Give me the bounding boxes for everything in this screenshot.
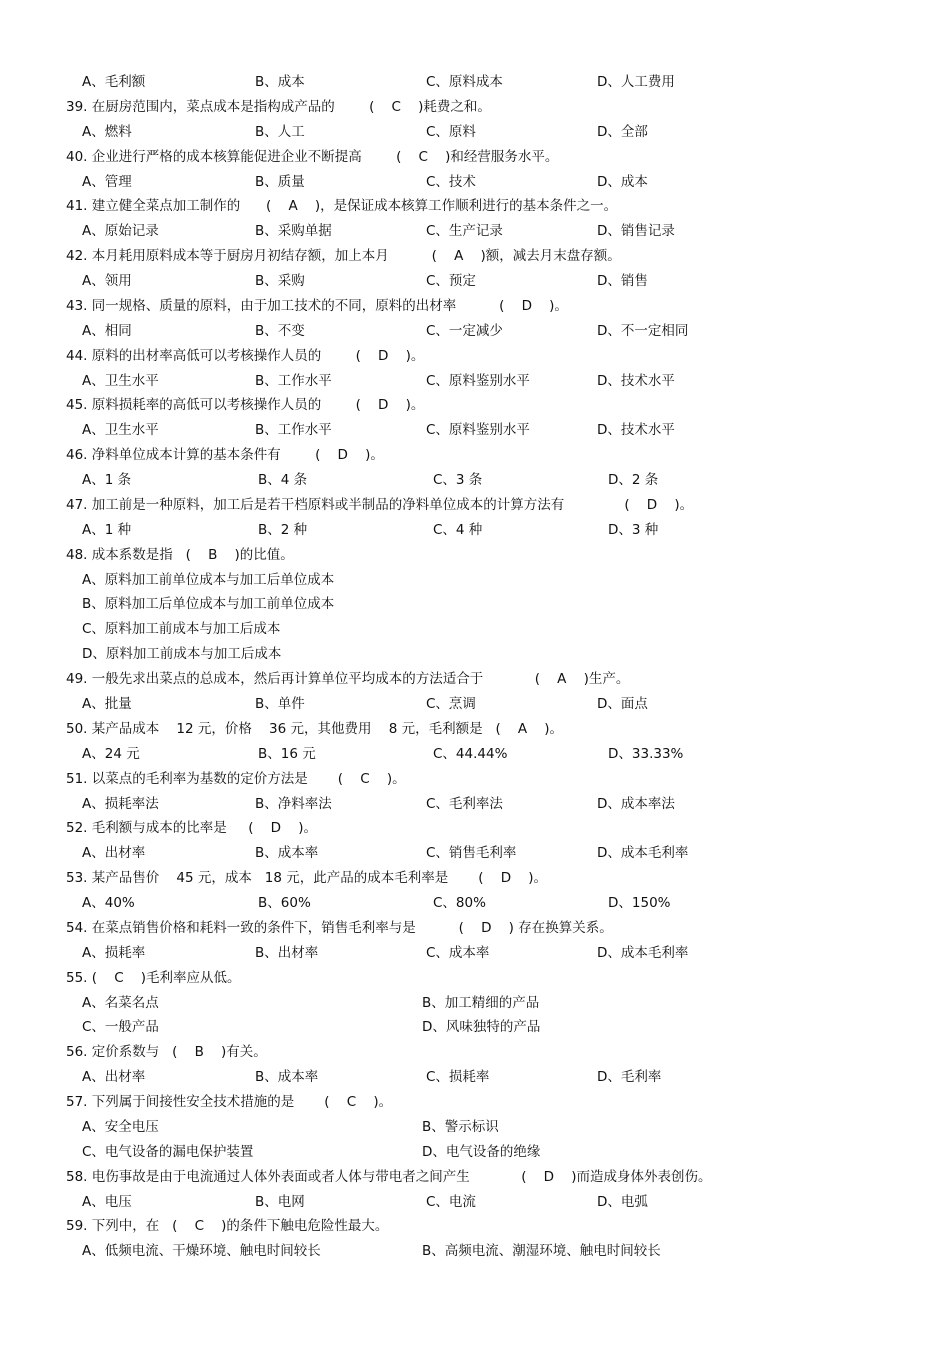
option-a: A、电压 (82, 1193, 132, 1210)
option-d: D、销售记录 (597, 223, 675, 240)
option-row (0, 617, 950, 642)
option-a: C、电气设备的漏电保护装置 (82, 1143, 254, 1160)
question-text: 55. ( C )毛利率应从低。 (66, 969, 241, 986)
option-row (0, 841, 950, 866)
option-row (0, 1239, 950, 1264)
option-c: C、预定 (426, 273, 476, 290)
option-d: D、成本率法 (597, 795, 675, 812)
option-b: D、电气设备的绝缘 (422, 1143, 541, 1160)
option-c: C、技术 (426, 173, 476, 190)
option-b: B、60% (258, 895, 311, 912)
option-c: C、成本率 (426, 944, 490, 961)
option-a: A、40% (82, 895, 135, 912)
option-a: A、出材率 (82, 1069, 146, 1086)
option-d: D、150% (608, 895, 671, 912)
option-row (0, 1115, 950, 1140)
option-row (0, 742, 950, 767)
option-c: C、44.44% (433, 745, 508, 762)
option-d: D、销售 (597, 273, 648, 290)
question-text: 57. 下列属于间接性安全技术措施的是 ( C )。 (66, 1094, 393, 1111)
option-row (0, 891, 950, 916)
option-c: C、烹调 (426, 696, 476, 712)
option-d: D、2 条 (608, 472, 659, 489)
option-c: C、原料 (426, 123, 476, 140)
option-b: B、单件 (255, 696, 305, 712)
question-text: 40. 企业进行严格的成本核算能促进企业不断提高 ( C )和经营服务水平。 (66, 148, 559, 165)
question-text: 49. 一般先求出菜点的总成本，然后再计算单位平均成本的方法适合于 ( A )生产。 (66, 671, 630, 688)
option-a: A、损耗率法 (82, 795, 159, 812)
question-text: 41. 建立健全菜点加工制作的 ( A )，是保证成本核算工作顺利进行的基本条件之一。 (66, 198, 618, 215)
option-d: D、成本 (597, 173, 648, 190)
question-text: 59. 下列中，在 ( C )的条件下触电危险性最大。 (66, 1218, 389, 1235)
option-c: C、生产记录 (426, 223, 503, 240)
option-row (0, 1065, 950, 1090)
option-b: B、工作水平 (255, 372, 332, 389)
option-d: D、人工费用 (597, 74, 675, 90)
option-b: B、净料率法 (255, 795, 332, 812)
option-row (0, 518, 950, 543)
option-c: C、原料鉴别水平 (426, 422, 530, 439)
option-b: B、警示标识 (422, 1118, 499, 1135)
option-b: B、采购 (255, 273, 305, 290)
option-row (0, 418, 950, 443)
question-text: 50. 某产品成本 12 元，价格 36 元，其他费用 8 元，毛利额是 ( A )。 (66, 720, 564, 737)
question-text: 47. 加工前是一种原料，加工后是若干档原料或半制品的净料单位成本的计算方法有 ( D )。 (66, 496, 694, 513)
option-a: A、低频电流、干燥环境、触电时间较长 (82, 1243, 321, 1260)
option-d: D、面点 (597, 696, 648, 712)
option-row (0, 319, 950, 344)
option-row (0, 792, 950, 817)
option-b: B、2 种 (258, 521, 308, 538)
option-a: A、名菜名点 (82, 994, 159, 1011)
option-b: B、16 元 (258, 745, 316, 762)
option-d: D、全部 (597, 123, 648, 140)
option-a: A、24 元 (82, 745, 140, 762)
option-d: D、成本毛利率 (597, 845, 689, 862)
option-b: B、4 条 (258, 472, 308, 489)
question-text: 39. 在厨房范围内，菜点成本是指构成产品的 ( C )耗费之和。 (66, 98, 491, 115)
option-a: A、批量 (82, 696, 132, 712)
option-row (0, 642, 950, 667)
option-row (0, 568, 950, 593)
option-b: B、成本 (255, 74, 305, 90)
option-d: D、不一定相同 (597, 322, 689, 339)
option-a: A、相同 (82, 322, 132, 339)
option-b: B、电网 (255, 1193, 305, 1210)
option-b: B、不变 (255, 322, 305, 339)
option-a: A、卫生水平 (82, 422, 159, 439)
option-c: C、损耗率 (426, 1069, 490, 1086)
option-row (0, 219, 950, 244)
question-text: 45. 原料损耗率的高低可以考核操作人员的 ( D )。 (66, 397, 425, 414)
option-row (0, 1015, 950, 1040)
option-d: D、技术水平 (597, 422, 675, 439)
option-row (0, 1140, 950, 1165)
option-text: D、原料加工前成本与加工后成本 (82, 646, 282, 663)
option-row (0, 369, 950, 394)
option-a: A、损耗率 (82, 944, 146, 961)
option-c: C、电流 (426, 1193, 476, 1210)
option-a: C、一般产品 (82, 1019, 159, 1036)
option-row (0, 1190, 950, 1215)
option-d: D、成本毛利率 (597, 944, 689, 961)
option-row (0, 170, 950, 195)
option-c: C、原料成本 (426, 74, 503, 90)
option-c: C、原料鉴别水平 (426, 372, 530, 389)
option-a: A、卫生水平 (82, 372, 159, 389)
question-text: 54. 在菜点销售价格和耗料一致的条件下，销售毛利率与是 ( D ) 存在换算关系。 (66, 919, 613, 936)
option-b: B、质量 (255, 173, 305, 190)
option-a: A、1 种 (82, 521, 132, 538)
option-a: A、1 条 (82, 472, 132, 489)
option-c: C、一定减少 (426, 322, 503, 339)
option-text: B、原料加工后单位成本与加工前单位成本 (82, 596, 335, 613)
question-text: 42. 本月耗用原料成本等于厨房月初结存额，加上本月 ( A )额，减去月末盘存额。 (66, 248, 621, 265)
option-c: C、4 种 (433, 521, 483, 538)
question-text: 52. 毛利额与成本的比率是 ( D )。 (66, 820, 317, 837)
question-text: 58. 电伤事故是由于电流通过人体外表面或者人体与带电者之间产生 ( D )而造成身体外表创伤。 (66, 1168, 712, 1185)
question-text: 43. 同一规格、质量的原料，由于加工技术的不同，原料的出材率 ( D )。 (66, 297, 568, 314)
option-b: D、风味独特的产品 (422, 1019, 541, 1036)
option-a: A、燃料 (82, 123, 132, 140)
option-row (0, 941, 950, 966)
option-d: D、33.33% (608, 745, 684, 762)
option-b: B、采购单据 (255, 223, 332, 240)
option-d: D、3 种 (608, 521, 659, 538)
option-row (0, 70, 950, 95)
option-row (0, 592, 950, 617)
option-b: B、加工精细的产品 (422, 994, 540, 1011)
question-text: 56. 定价系数与 ( B )有关。 (66, 1044, 267, 1061)
option-a: A、原始记录 (82, 223, 159, 240)
question-text: 53. 某产品售价 45 元，成本 18 元，此产品的成本毛利率是 ( D )。 (66, 870, 548, 887)
option-b: B、出材率 (255, 944, 319, 961)
option-a: A、安全电压 (82, 1118, 159, 1135)
option-c: C、3 条 (433, 472, 483, 489)
option-row (0, 991, 950, 1016)
option-row (0, 120, 950, 145)
option-a: A、毛利额 (82, 74, 146, 90)
option-text: C、原料加工前成本与加工后成本 (82, 621, 281, 638)
option-d: D、电弧 (597, 1193, 648, 1210)
option-row (0, 269, 950, 294)
option-b: B、人工 (255, 123, 305, 140)
option-d: D、毛利率 (597, 1069, 662, 1086)
question-text: 46. 净料单位成本计算的基本条件有 ( D )。 (66, 447, 384, 464)
option-c: C、毛利率法 (426, 795, 503, 812)
question-text: 51. 以菜点的毛利率为基数的定价方法是 ( C )。 (66, 770, 406, 787)
option-a: A、领用 (82, 273, 132, 290)
option-text: A、原料加工前单位成本与加工后单位成本 (82, 571, 335, 588)
option-b: B、工作水平 (255, 422, 332, 439)
option-b: B、成本率 (255, 845, 319, 862)
option-c: C、80% (433, 895, 486, 912)
question-text: 48. 成本系数是指 ( B )的比值。 (66, 546, 294, 563)
option-c: C、销售毛利率 (426, 845, 517, 862)
option-a: A、管理 (82, 173, 132, 190)
option-row (0, 692, 950, 717)
option-a: A、出材率 (82, 845, 146, 862)
option-b: B、成本率 (255, 1069, 319, 1086)
option-row (0, 468, 950, 493)
option-b: B、高频电流、潮湿环境、触电时间较长 (422, 1243, 661, 1260)
option-d: D、技术水平 (597, 372, 675, 389)
question-text: 44. 原料的出材率高低可以考核操作人员的 ( D )。 (66, 347, 425, 364)
